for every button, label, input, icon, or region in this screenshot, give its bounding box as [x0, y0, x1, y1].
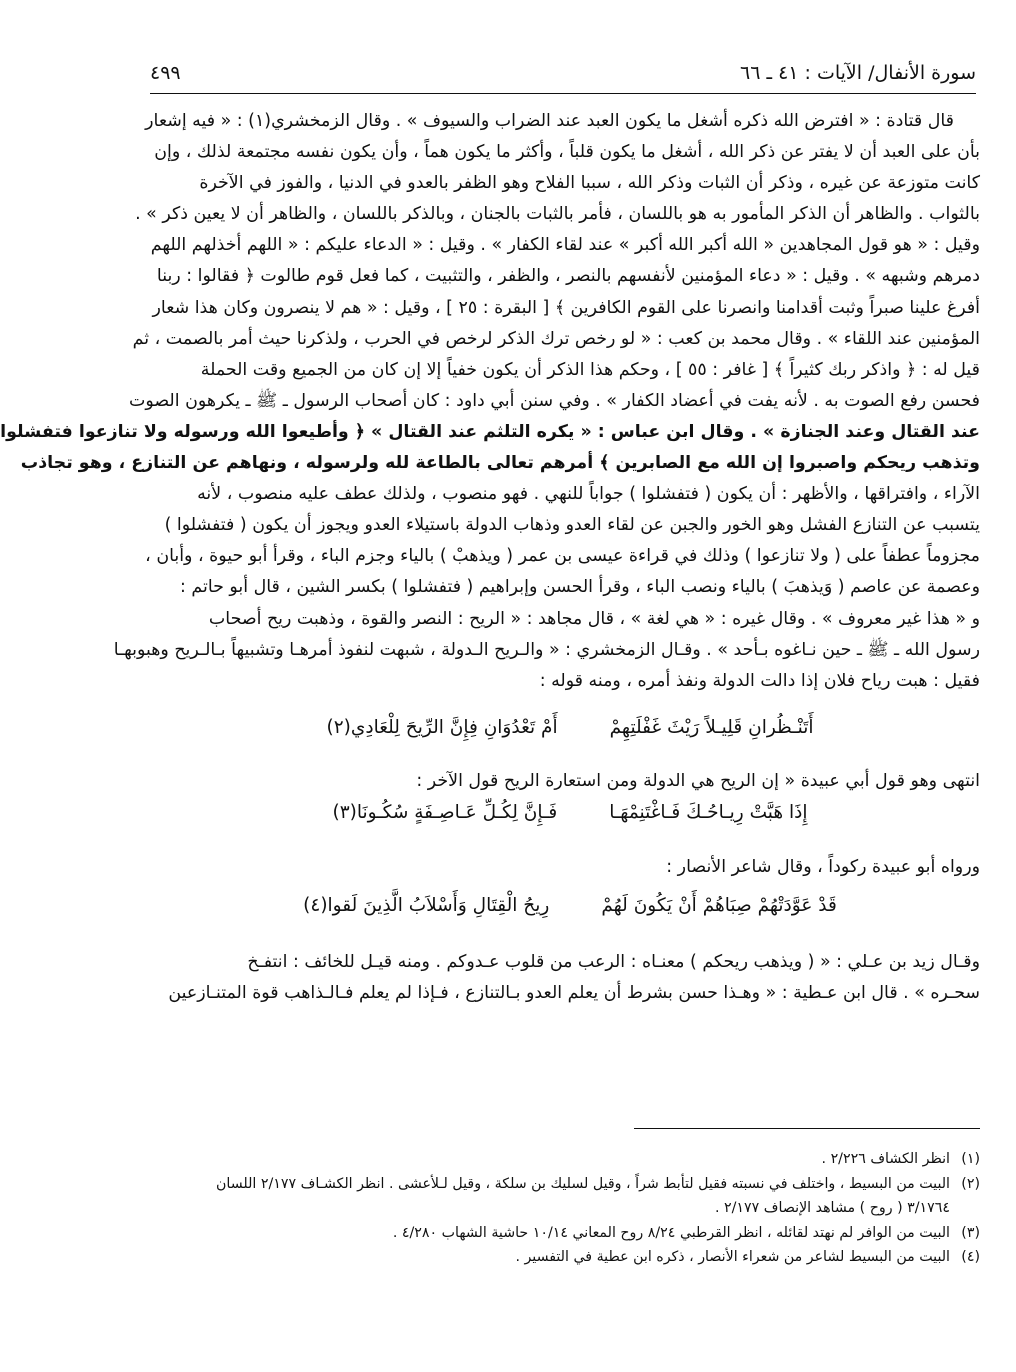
footnote [160, 1147, 980, 1172]
footnote [160, 1172, 980, 1197]
verse-second-hemistich: أَمْ تَعْدُوَانِ فِإِنَّ الرِّيحَ لِلْعَادِي(٢) [326, 717, 558, 739]
verse-second-hemistich: فَـإِنَّ لِكُـلِّ عَـاصِـفَةٍ سُكُـونَا(٣) [332, 802, 558, 824]
poetry-verse-3 [160, 883, 980, 929]
footnote-text: البيت من البسيط لشاعر من شعراء الأنصار ، ذكره ابن عطية في التفسير . [515, 1249, 950, 1266]
text-line: يتسبب عن التنازع الفشل وهو الخور والجبن عن لقاء العدو وذهاب الدولة باستيلاء العدو ويجوز أن يكون ( فتفشلوا ) [164, 515, 980, 536]
text-line: كانت متوزعة عن غيره ، وذكر أن الثبات وذكر الله ، سببا الفلاح وهو الظفر بالعدو في الدنيا ، والفوز في الآخرة [199, 173, 980, 194]
poetry-verse-2 [160, 797, 980, 829]
verse-first-hemistich: أَتَنْـظُرانِ قَلِيـلاً رَيْثَ غَفْلَتِهِمْ [609, 717, 814, 739]
footnote [160, 1221, 980, 1246]
footnote-number: (٢) [961, 1175, 980, 1192]
spacer [160, 829, 980, 851]
footnote-continuation: ٣/١٧٦٤ ( روح ) مشاهد الإنصاف ٢/١٧٧ . [715, 1200, 950, 1217]
text-line: دمرهم وشبهه » . وقيل : « دعاء المؤمنين لأنفسهم بالنصر ، والظفر ، والتثبيت ، كما فعل قوم طالوت ﴿ فقالوا : ربنا [156, 266, 980, 287]
text-line: عند القتال وعند الجنازة » . وقال ابن عباس : « يكره التلثم عند القتال » ﴿ وأطيعوا الله ورسوله ولا تنازعوا فتفشلوا [0, 421, 980, 442]
verse-second-hemistich: رِيحُ الْقِتَالِ وَأَسْلاَبُ الَّذِينَ لَقوا(٤) [303, 895, 550, 917]
text-line: الآراء ، وافتراقها ، والأظهر : أن يكون ( فتفشلوا ) جواباً للنهي . فهو منصوب ، ولذلك عطف عليه منصوب ، لأنه [197, 484, 980, 505]
spacer [160, 751, 980, 765]
spacer [160, 929, 980, 947]
footnote-text: البيت من الوافر لم نهتد لقائله ، انظر القرطبي ٨/٢٤ روح المعاني ١٠/١٤ حاشية الشهاب ٤/٢٨٠ . [392, 1224, 950, 1241]
text-line: و « هذا غير معروف » . وقال غيره : « هي لغة » ، قال مجاهد : « الريح : النصر والقوة ، وذهبت ريح أصحاب [208, 608, 980, 629]
footnote-number: (٣) [961, 1224, 980, 1241]
main-text [0, 106, 980, 1009]
text-line: قيل له : ﴿ واذكر ربك كثيراً ﴾ [ غافر : ٥٥ ] ، وحكم هذا الذكر أن يكون خفياً إلا إن كان من الجميع وقت الحملة [200, 359, 980, 380]
poetry-verse-1 [160, 705, 980, 751]
text-line: مجزوماً عطفاً على ( ولا تنازعوا ) وذلك في قراءة عيسى بن عمر ( ويذهبْ ) بالياء وجزم الباء ، وقرأ أبو حيوة ، وأبان ، [145, 546, 980, 567]
page-header [150, 62, 976, 96]
running-title: سورة الأنفال/ الآيات : ٤١ ـ ٦٦ [739, 62, 976, 84]
text-line: انتهى وهو قول أبي عبيدة « إن الريح هي الدولة ومن استعارة الريح قول الآخر : [416, 770, 980, 791]
verse-first-hemistich: قَدْ عَوَّدَتْهُمْ صِبَاهُمْ أَنْ يَكُونَ لَهُمْ [601, 895, 837, 917]
page-number: ٤٩٩ [150, 62, 181, 84]
text-line: وقـال زيد بن عـلي : « ( ويذهب ريحكم ) معنـاه : الرعب من قلوب عـدوكم . ومنه قيـل للخائف : انتفـخ [247, 951, 980, 972]
text-line: أفرغ علينا صبراً وثبت أقدامنا وانصرنا على القوم الكافرين ﴾ [ البقرة : ٢٥ ] ، وقيل : « هم لا ينصرون وكان هذا شعار [152, 297, 980, 318]
footnote-text: البيت من البسيط ، واختلف في نسبته فقيل لتأبط شراً ، وقيل لسليك بن سلكة ، وقيل لـلأعشى . انظر الكشـاف ٢/١٧٧ اللسان [216, 1175, 950, 1192]
text-line: فحسن رفع الصوت به . لأنه يفت في أعضاد الكفار » . وفي سنن أبي داود : كان أصحاب الرسول ـ ﷺ ـ يكرهون الصوت [128, 390, 980, 411]
text-line: رسول الله ـ ﷺ ـ حين نـاغوه بـأحد » . وقـال الزمخشري : « والـريح الـدولة ، شبهت لنفوذ أمرهـا وتشبيهاً بـالـريح وهبوبهـا [113, 639, 980, 660]
footnote [160, 1245, 980, 1270]
footnote-number: (١) [961, 1151, 980, 1167]
text-line: سحـره » . قال ابن عـطية : « وهـذا حسن بشرط أن يعلم العدو بـالتنازع ، فـإذا لم يعلم فـالـذاهب قوة المتنـازعين [168, 982, 980, 1003]
text-line: قال قتادة : « افترض الله ذكره أشغل ما يكون العبد عند الضراب والسيوف » . وقال الزمخشري(١) : « فيه إشعار [145, 111, 954, 131]
text-line: وعصمة عن عاصم ( وَيذهبَ ) بالياء ونصب الباء ، وقرأ الحسن وإبراهيم ( فتفشلوا ) بكسر الشين ، قال أبو حاتم : [180, 577, 980, 598]
text-line: وقيل : « هو قول المجاهدين « الله أكبر الله أكبر » عند لقاء الكفار » . وقيل : « الدعاء عليكم : « اللهم أخذلهم اللهم [150, 235, 980, 256]
text-line: وتذهب ريحكم واصبروا إن الله مع الصابرين ﴾ أمرهم تعالى بالطاعة لله ولرسوله ، ونهاهم عن التنازع ، وهو تجاذب [20, 453, 980, 474]
footnote-rule [634, 1128, 980, 1129]
footnotes [160, 1147, 980, 1270]
footnote-number: (٤) [961, 1249, 980, 1266]
text-line: بأن على العبد أن لا يفتر عن ذكر الله ، أشغل ما يكون قلباً ، وأكثر ما يكون هماً ، وأن يكون نفسه مجتمعة لذلك ، وإن [154, 142, 980, 163]
verse-first-hemistich: إِذَا هَبَّتْ رِيـاحُـكَ فَـاغْتَنِمْهَـا [609, 802, 808, 824]
text-line: فقيل : هبت رياح فلان إذا دالت الدولة ونفذ أمره ، ومنه قوله : [539, 670, 980, 691]
text-line: بالثواب . والظاهر أن الذكر المأمور به هو باللسان ، فأمر بالثبات بالجنان ، وبالذكر باللسان ، والظاهر أن لا يعين ذكر » . [135, 204, 980, 225]
header-rule [150, 93, 976, 94]
text-line: المؤمنين عند اللقاء » . وقال محمد بن كعب : « لو رخص ترك الذكر لرخص في الحرب ، ولذكرنا حيث أمر بالصمت ، ثم [132, 328, 980, 349]
text-line: ورواه أبو عبيدة ركوداً ، وقال شاعر الأنصار : [666, 856, 980, 877]
footnote-text: انظر الكشاف ٢/٢٢٦ . [821, 1151, 950, 1167]
